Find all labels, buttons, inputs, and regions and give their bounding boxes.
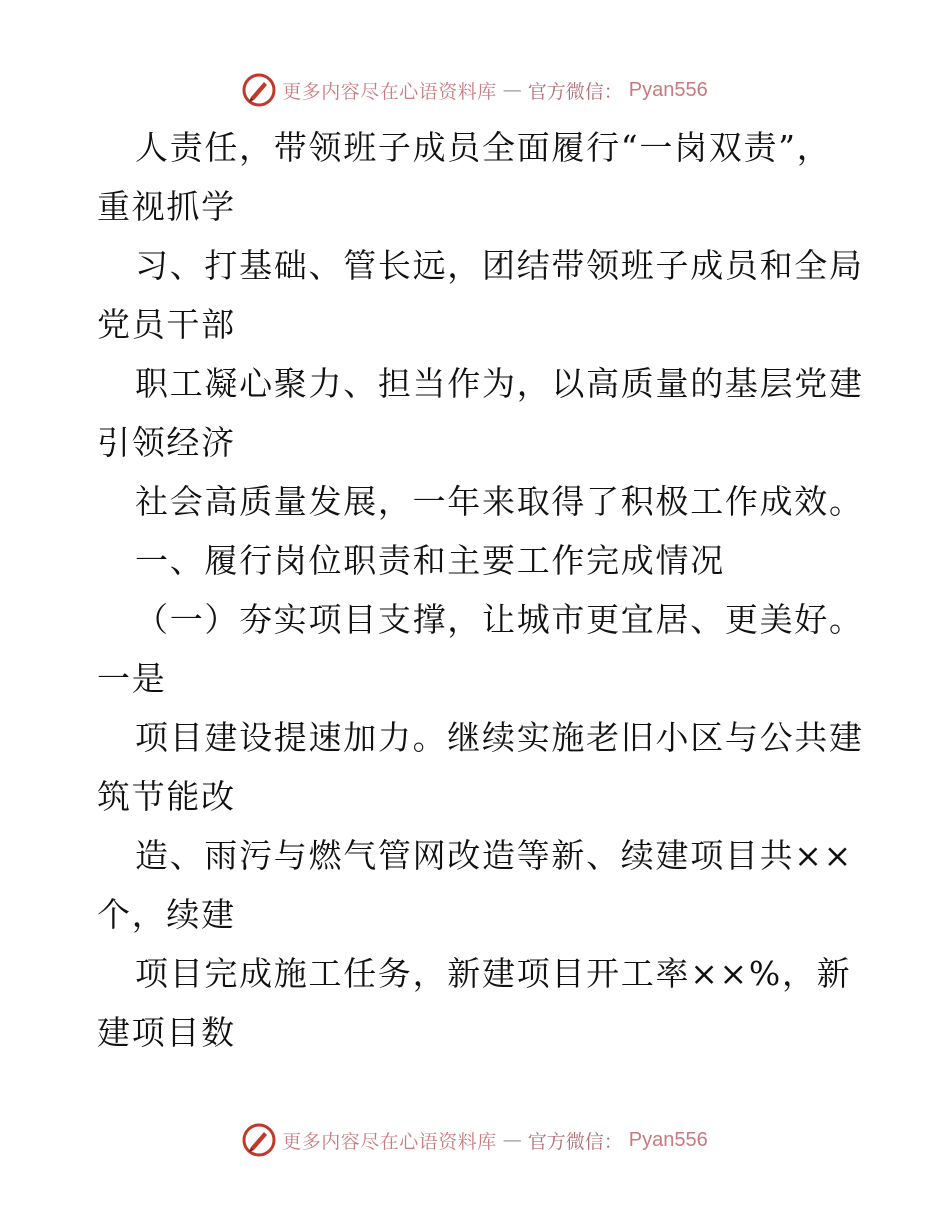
text-line: 习、打基础、管长远，团结带领班子成员和全局	[135, 246, 864, 285]
text-line: 职工凝心聚力、担当作为，以高质量的基层党建	[135, 364, 864, 403]
banner-wechat-id: Pyan556	[628, 1128, 708, 1151]
banner-wechat-id: Pyan556	[628, 78, 708, 101]
banner-dash: —	[502, 79, 522, 101]
section-heading: 一、履行岗位职责和主要工作完成情况	[135, 541, 725, 580]
text-line: 项目完成施工任务，新建项目开工率××%，新	[135, 954, 852, 993]
banner-wechat-label: 官方微信：	[527, 1130, 623, 1153]
text-line: 造、雨污与燃气管网改造等新、续建项目共××	[135, 836, 854, 875]
text-line: 人责任，带领班子成员全面履行“一岗双责”，	[135, 128, 832, 167]
text-line: 一是	[97, 659, 167, 698]
banner-site-text: 更多内容尽在心语资料库	[282, 1130, 497, 1153]
text-line: 社会高质量发展，一年来取得了积极工作成效。	[135, 482, 864, 521]
text-line: 个，续建	[97, 895, 236, 934]
footer-banner	[0, 1120, 950, 1160]
text-line: 党员干部	[97, 305, 236, 344]
banner-wechat-label: 官方微信：	[527, 80, 623, 103]
text-line: 筑节能改	[97, 777, 236, 816]
text-line: 重视抓学	[97, 187, 236, 226]
header-banner	[0, 70, 950, 110]
banner-site-text: 更多内容尽在心语资料库	[282, 80, 497, 103]
pen-logo-icon	[242, 73, 276, 107]
text-line: 建项目数	[97, 1013, 236, 1052]
banner-dash: —	[502, 1129, 522, 1151]
text-line: 项目建设提速加力。继续实施老旧小区与公共建	[135, 718, 864, 757]
text-line: 引领经济	[97, 423, 236, 462]
pen-logo-icon	[242, 1123, 276, 1157]
subsection-heading: （一）夯实项目支撑，让城市更宜居、更美好。	[135, 600, 864, 639]
